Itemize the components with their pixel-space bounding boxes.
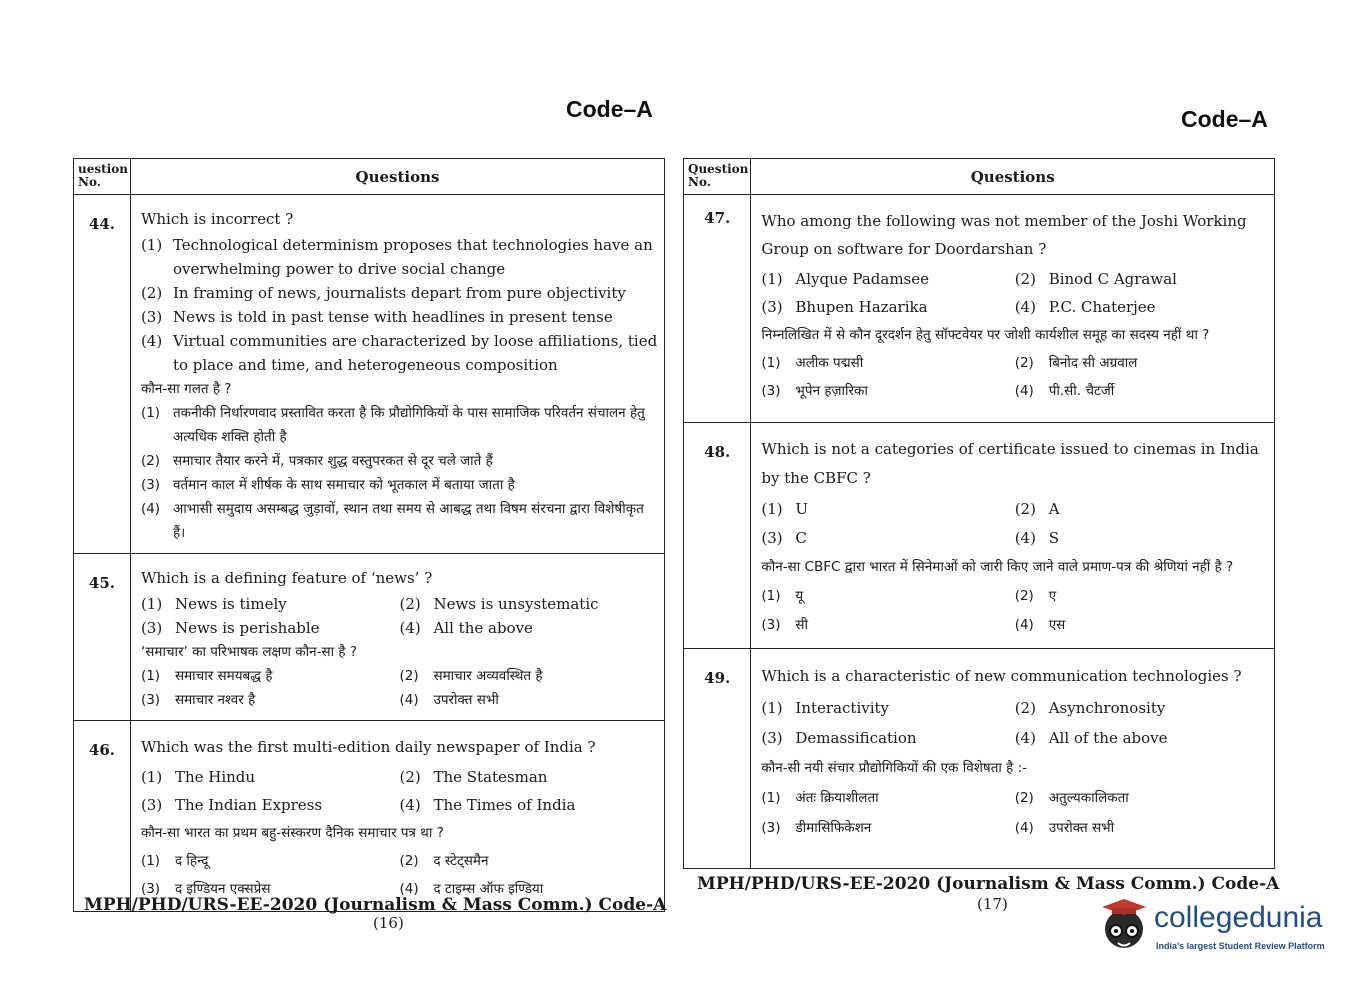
question-number: 48. — [684, 423, 751, 649]
hindi-stem: कौन-सी नयी संचार प्रौद्योगिकियों की एक विशेषता है :- — [761, 760, 1028, 776]
hindi-options-grid: (1) द हिन्दू (2) द स्टेट्समैन (3) द इण्डियन एक्सप्रेस (4) द टाइम्स ऑफ इण्डिया — [140, 853, 544, 897]
hindi-option: (1) तकनीकी निर्धारणवाद प्रस्तावित करता है कि प्रौद्योगिकियों के पास सामाजिक परिवर्तन संचालन हेतु अत्यधिक शक्ति होती है — [140, 405, 645, 445]
left-question-table — [73, 158, 665, 912]
collegedunia-logo — [1098, 895, 1328, 965]
hindi-option: (4) आभासी समुदाय असम्बद्ध जुड़ावों, स्थान तथा समय से आबद्ध तथा विषम संरचना द्वारा विशेषीकृत हैं। — [140, 501, 644, 541]
question-48 — [751, 423, 1275, 649]
hindi-stem: निम्नलिखित में से कौन दूरदर्शन हेतु सॉफ्टवेयर पर जोशी कार्यशील समूह का सदस्य नहीं था ? — [761, 327, 1210, 343]
qno-header: uestion No. — [74, 159, 131, 195]
right-page-number: (17) — [977, 895, 1008, 913]
hindi-stem: कौन-सा भारत का प्रथम बहु-संस्करण दैनिक समाचार पत्र था ? — [140, 825, 444, 841]
hindi-option: (3) वर्तमान काल में शीर्षक के साथ समाचार को भूतकाल में बताया जाता है — [140, 477, 515, 493]
question-number: 47. — [684, 195, 751, 423]
right-code-label: Code–A — [1181, 106, 1268, 132]
question-number: 49. — [684, 649, 751, 869]
mascot-icon — [1098, 895, 1150, 957]
question-number: 46. — [74, 721, 131, 912]
option: (1) Technological determinism proposes that technologies have an overwhelming power to drive social change — [140, 236, 653, 278]
options-grid: (1) The Hindu (2) The Statesman (3) The Indian Express (4) The Times of India — [140, 768, 576, 814]
question-stem: Which was the first multi-edition daily newspaper of India ? — [140, 738, 596, 756]
options-grid: (1) Interactivity (2) Asynchronosity (3) Demassification (4) All of the above — [761, 699, 1168, 747]
question-stem: Which is a characteristic of new communication technologies ? — [761, 667, 1242, 685]
logo-brand: collegedunia — [1154, 901, 1323, 934]
questions-header: Questions — [751, 159, 1275, 195]
hindi-options-grid: (1) अलीक पद्मसी (2) बिनोद सी अग्रवाल (3) भूपेन हज़ारिका (4) पी.सी. चैटर्जी — [761, 355, 1138, 399]
options-grid: (1) U (2) A (3) C (4) S — [761, 500, 1060, 547]
options-grid: (1) Alyque Padamsee (2) Binod C Agrawal (3) Bhupen Hazarika (4) P.C. Chaterjee — [761, 270, 1177, 316]
question-46 — [130, 721, 664, 912]
hindi-options-grid: (1) अंतः क्रियाशीलता (2) अतुल्यकालिकता (3) डीमासिफिकेशन (4) उपरोक्त सभी — [761, 790, 1129, 836]
left-page-number: (16) — [373, 914, 404, 932]
question-47 — [751, 195, 1275, 423]
right-question-table — [683, 158, 1275, 869]
left-footer: MPH/PHD/URS-EE-2020 (Journalism & Mass Comm.) Code-A — [84, 895, 667, 915]
option: (2) In framing of news, journalists depart from pure objectivity — [140, 284, 626, 302]
hindi-stem: कौन-सा गलत है ? — [140, 381, 232, 397]
qno-header: Question No. — [684, 159, 751, 195]
option: (3) News is told in past tense with headlines in present tense — [140, 308, 613, 326]
question-stem: Which is a defining feature of ‘news’ ? — [140, 569, 433, 587]
questions-header: Questions — [130, 159, 664, 195]
question-stem: Who among the following was not member of the Joshi Working Group on software for Doordarshan ? — [761, 212, 1247, 258]
question-44 — [130, 195, 664, 554]
hindi-options-grid: (1) समाचार समयबद्ध है (2) समाचार अव्यवस्थित है (3) समाचार नश्वर है (4) उपरोक्त सभी — [140, 668, 543, 708]
options-grid: (1) News is timely (2) News is unsystematic (3) News is perishable (4) All the above — [140, 595, 599, 637]
question-number: 45. — [74, 554, 131, 721]
right-footer: MPH/PHD/URS-EE-2020 (Journalism & Mass Comm.) Code-A — [697, 874, 1280, 894]
option: (4) Virtual communities are characterized by loose affiliations, tied to place and time, and heterogeneous composition — [140, 332, 658, 374]
hindi-stem: कौन-सा CBFC द्वारा भारत में सिनेमाओं को जारी किए जाने वाले प्रमाण-पत्र की श्रेणियां नहीं है ? — [761, 559, 1234, 575]
question-stem: Which is incorrect ? — [140, 210, 294, 228]
question-45 — [130, 554, 664, 721]
left-code-label: Code–A — [566, 96, 653, 122]
question-number: 44. — [74, 195, 131, 554]
logo-tagline: India's largest Student Review Platform — [1156, 941, 1325, 951]
question-stem: Which is not a categories of certificate issued to cinemas in India by the CBFC ? — [761, 440, 1259, 487]
hindi-option: (2) समाचार तैयार करने में, पत्रकार शुद्ध वस्तुपरकत से दूर चले जाते हैं — [140, 453, 493, 469]
question-49 — [751, 649, 1275, 869]
hindi-stem: ‘समाचार’ का परिभाषक लक्षण कौन-सा है ? — [140, 644, 358, 660]
hindi-options-grid: (1) यू (2) ए (3) सी (4) एस — [761, 588, 1066, 633]
